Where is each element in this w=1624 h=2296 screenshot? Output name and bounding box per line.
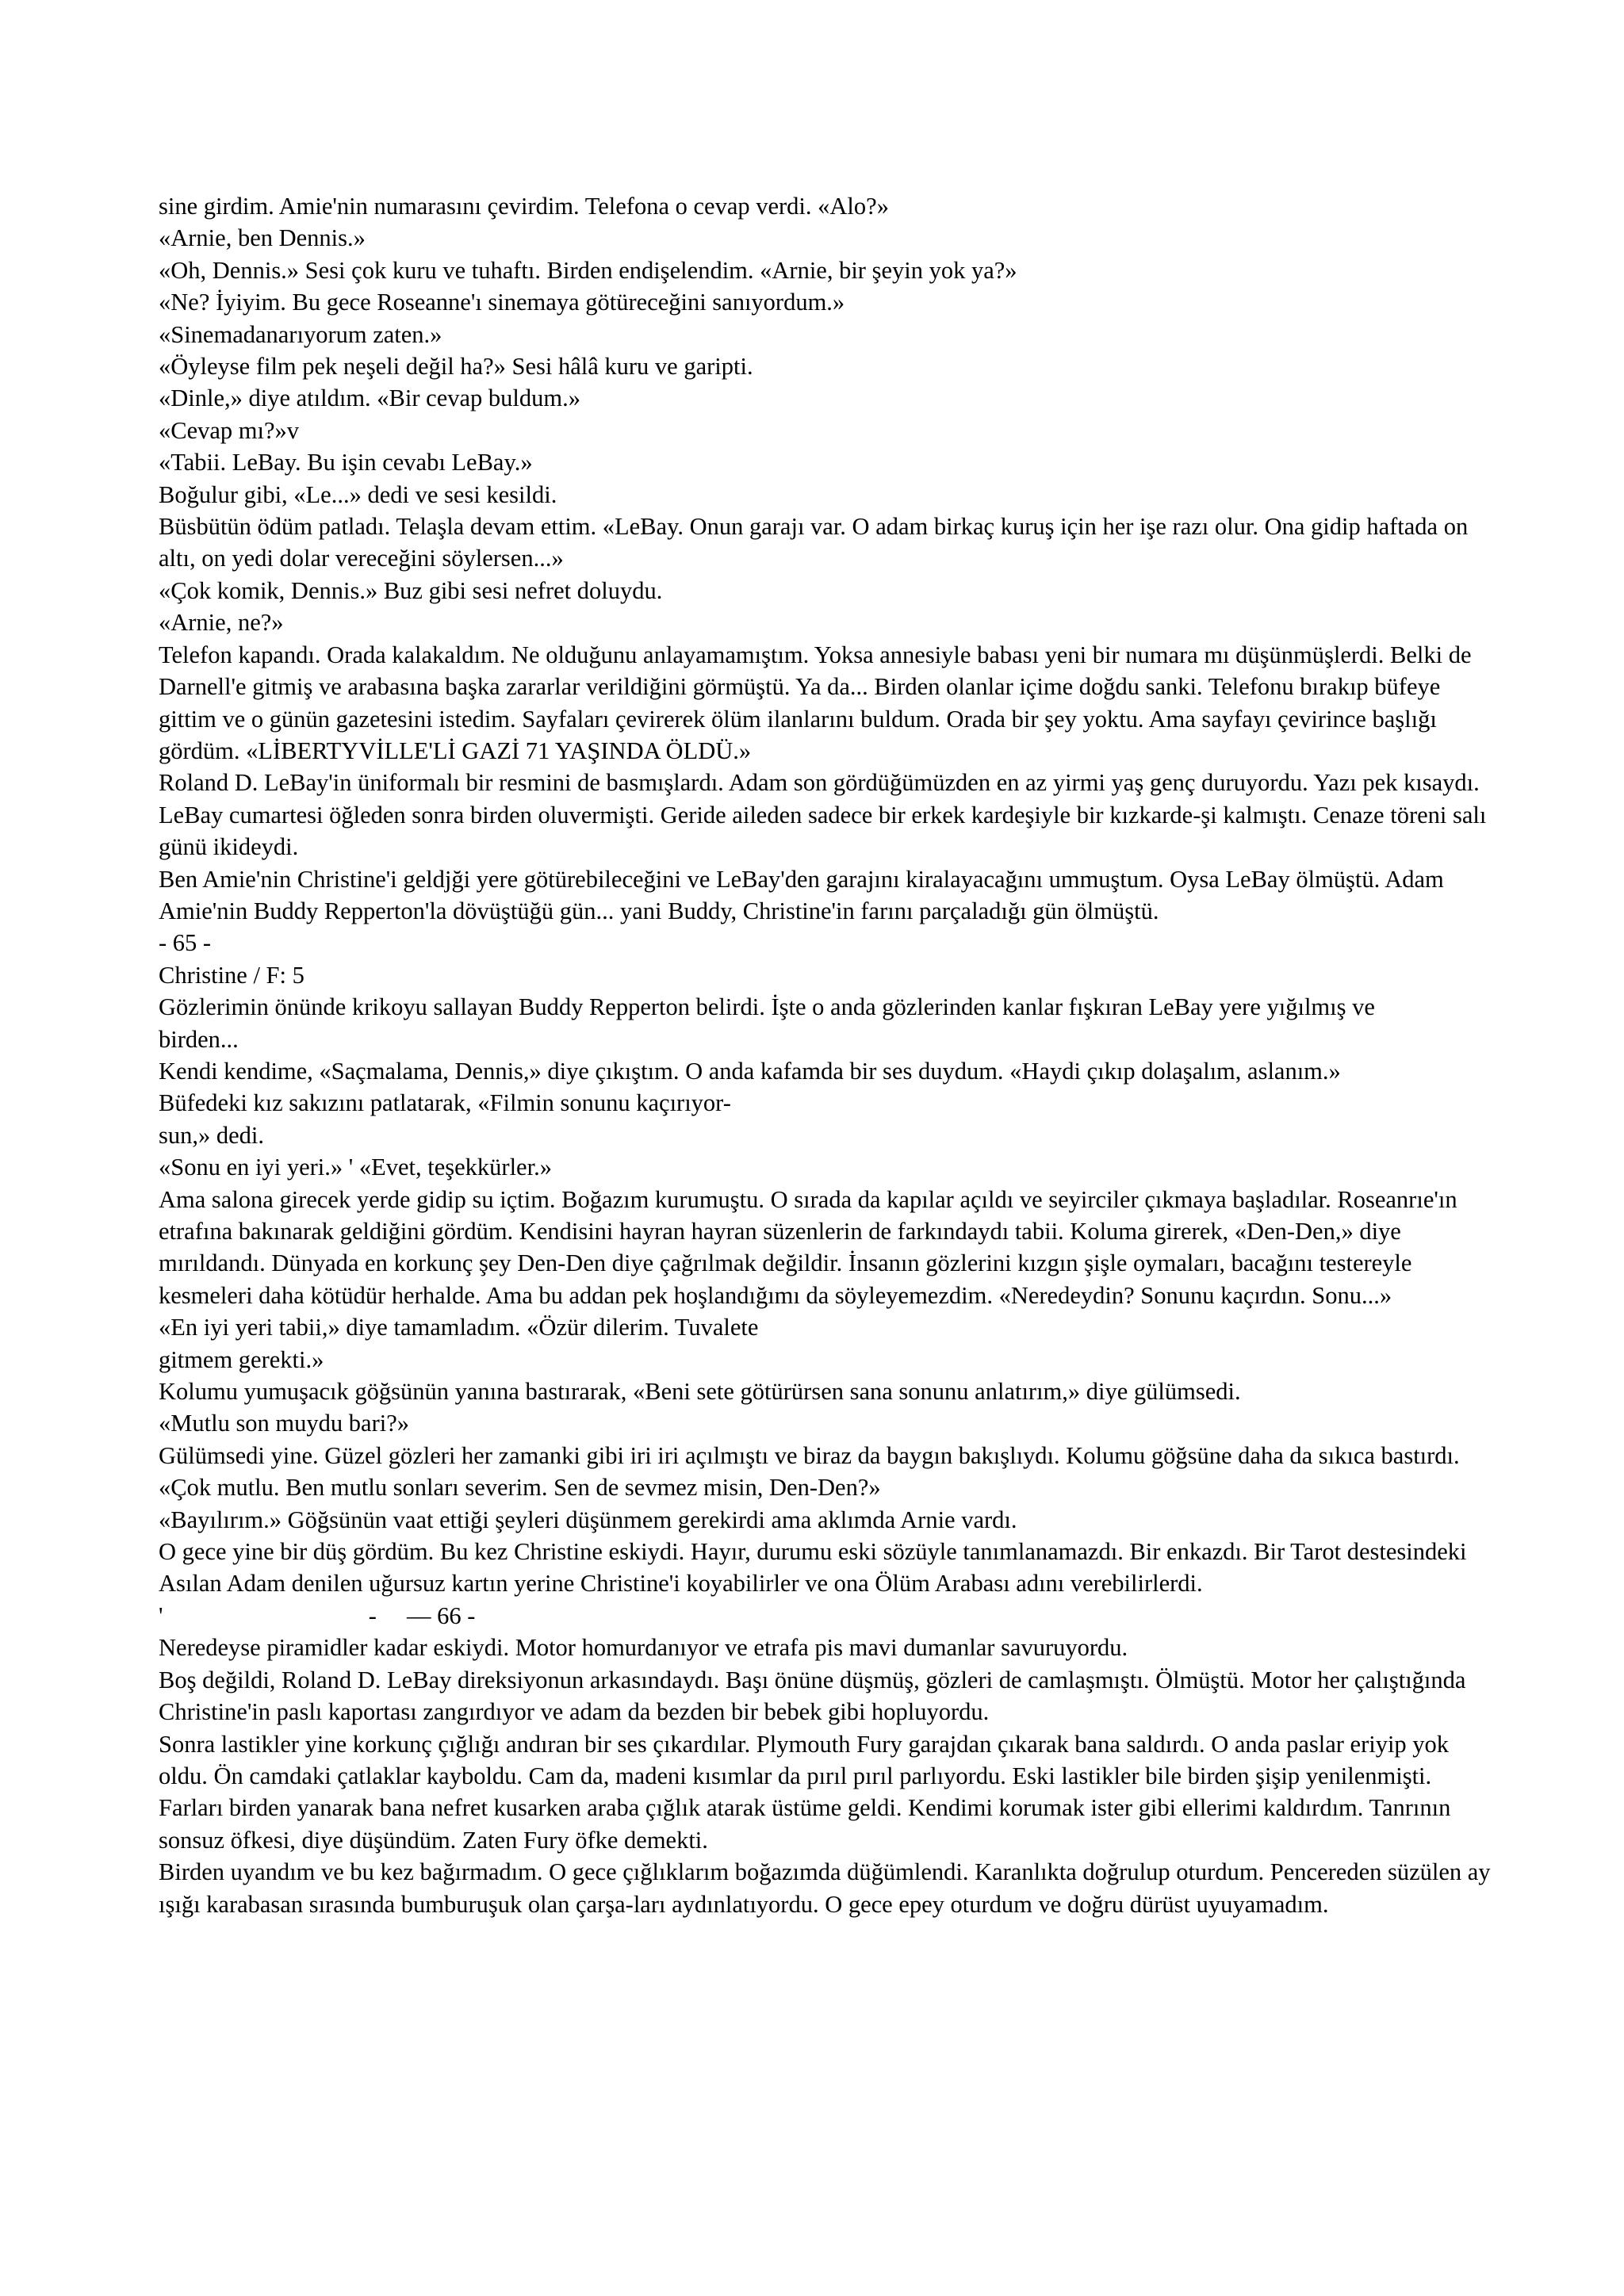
text-paragraph: Sonra lastikler yine korkunç çığlığı andıran bir ses çıkardılar. Plymouth Fury garajdan çıkarak bana saldırdı. O anda paslar eriyip yok oldu. Ön camdaki çatlaklar kayboldu. Cam da, madeni kısımlar da pırıl pırıl parlıyordu. Eski lastikler bile birden şişip yenilenmişti.: [159, 1730, 1455, 1789]
text-paragraph: Farları birden yanarak bana nefret kusarken araba çığlık atarak üstüme geldi. Kendimi korumak ister gibi ellerimi kaldırdım. Tanrının sonsuz öfkesi, diye düşündüm. Zaten Fury öfke demekti.: [159, 1794, 1457, 1854]
text-line: Büfedeki kız sakızını patlatarak, «Filmin sonunu kaçırıyor-: [159, 1089, 731, 1117]
text-paragraph: Telefon kapandı. Orada kalakaldım. Ne olduğunu anlayamamıştım. Yoksa annesiyle babası yeni bir numara mı düşünmüşlerdi. Belki de Darnell'e gitmiş ve arabasına başka zararlar verildiğini görmüştü. Ya da... Birden olanlar içime doğdu sanki. Telefonu bırakıp büfeye gittim ve o günün gazetesini istedim. Sayfaları çevirerek ölüm ilanlarını buldum. Orada bir şey yoktu. Ama sayfayı çevirince başlığı gördüm. «LİBERTYVİLLE'Lİ GAZİ 71 YAŞINDA ÖLDÜ.»: [159, 641, 1478, 764]
page-number: ' - — 66 -: [159, 1601, 476, 1629]
text-line: «Sonu en iyi yeri.» ' «Evet, teşekkürler.»: [159, 1154, 552, 1181]
text-paragraph: Birden uyandım ve bu kez bağırmadım. O gece çığlıklarım boğazımda düğümlendi. Karanlıkta doğrulup oturdum. Pencereden süzülen ay ışığı karabasan sırasında bumburuşuk olan çarşa-ları aydınlatıyordu. O gece epey oturdum ve doğru dürüst uyuyamadım.: [159, 1858, 1497, 1918]
text-line: «Bayılırım.» Göğsünün vaat ettiği şeyleri düşünmem gerekirdi ama aklımda Arnie vardı.: [159, 1506, 1017, 1533]
text-line: sun,» dedi.: [159, 1121, 265, 1149]
text-line: «Oh, Dennis.» Sesi çok kuru ve tuhaftı. Birden endişelendim. «Arnie, bir şeyin yok ya?»: [159, 256, 1017, 284]
text-line: «Mutlu son muydu bari?»: [159, 1410, 409, 1437]
text-line: birden...: [159, 1025, 239, 1053]
text-paragraph: Ben Amie'nin Christine'i geldjği yere götürebileceğini ve LeBay'den garajını kiralayacağını ummuştum. Oysa LeBay ölmüştü. Adam Amie'nin Buddy Repperton'la dövüştüğü gün... yani Buddy, Christine'in farını parçaladığı gün ölmüştü.: [159, 865, 1449, 924]
text-line: «Dinle,» diye atıldım. «Bir cevap buldum.»: [159, 385, 580, 412]
text-line: «Sinemadanarıyorum zaten.»: [159, 320, 442, 348]
text-paragraph: Gülümsedi yine. Güzel gözleri her zamanki gibi iri iri açılmıştı ve biraz da baygın bakışlıydı. Kolumu göğsüne daha da sıkıca bastırdı. «Çok mutlu. Ben mutlu sonları severim. Sen de sevmez misin, Den-Den?»: [159, 1441, 1466, 1502]
text-paragraph: Ama salona girecek yerde gidip su içtim. Boğazım kurumuştu. O sırada da kapılar açıldı ve seyirciler çıkmaya başladılar. Roseanrıe'ın etrafına bakınarak geldiğini gördüm. Kendisini hayran hayran süzenlerin de farkındaydı tabii. Koluma girerek, «Den-Den,» diye mırıldandı. Dünyada en korkunç şey Den-Den diye çağrılmak değildir. İnsanın gözlerini kızgın şişle oymaları, bacağını testereyle kesmeleri daha kötüdür herhalde. Ama bu addan pek hoşlandığımı da söyleyemezdim. «Neredeydin? Sonunu kaçırdın. Sonu...»: [159, 1185, 1464, 1309]
text-line: Neredeyse piramidler kadar eskiydi. Motor homurdanıyor ve etrafa pis mavi dumanlar savuruyordu.: [159, 1634, 1128, 1662]
page-number: - 65 -: [159, 929, 212, 957]
text-line: «Tabii. LeBay. Bu işin cevabı LeBay.»: [159, 449, 533, 476]
text-line: «Arnie, ben Dennis.»: [159, 224, 366, 252]
document-page: [159, 190, 1497, 1920]
text-paragraph: Gözlerimin önünde krikoyu sallayan Buddy Repperton belirdi. İşte o anda gözlerinden kanlar fışkıran LeBay yere yığılmış ve: [159, 993, 1375, 1021]
text-paragraph: Kendi kendime, «Saçmalama, Dennis,» diye çıkıştım. O anda kafamda bir ses duydum. «Haydi çıkıp dolaşalım, aslanım.»: [159, 1057, 1341, 1085]
text-line: «Ne? İyiyim. Bu gece Roseanne'ı sinemaya götüreceğini sanıyordum.»: [159, 289, 845, 316]
running-header: Christine / F: 5: [159, 961, 304, 989]
text-line: «Arnie, ne?»: [159, 609, 284, 637]
text-line: Boğulur gibi, «Le...» dedi ve sesi kesildi.: [159, 480, 557, 508]
text-paragraph: Roland D. LeBay'in üniformalı bir resmini de basmışlardı. Adam son gördüğümüzden en az yirmi yaş genç duruyordu. Yazı pek kısaydı. LeBay cumartesi öğleden sonra birden oluvermişti. Geride aileden sadece bir erkek kardeşiyle bir kızkarde-şi kalmıştı. Cenaze töreni salı günü ikideydi.: [159, 769, 1492, 861]
text-line: «Çok komik, Dennis.» Buz gibi sesi nefret doluydu.: [159, 576, 663, 604]
text-line: «Cevap mı?»v: [159, 416, 300, 444]
text-paragraph: Büsbütün ödüm patladı. Telaşla devam ettim. «LeBay. Onun garajı var. O adam birkaç kuruş için her işe razı olur. Ona gidip haftada on altı, on yedi dolar vereceğini söylersen...»: [159, 513, 1474, 572]
text-line: sine girdim. Amie'nin numarasını çevirdim. Telefona o cevap verdi. «Alo?»: [159, 193, 889, 220]
text-line: gitmem gerekti.»: [159, 1345, 324, 1373]
text-paragraph: Boş değildi, Roland D. LeBay direksiyonun arkasındaydı. Başı önüne düşmüş, gözleri de camlaşmıştı. Ölmüştü. Motor her çalıştığında Christine'in paslı kaportası zangırdıyor ve adam da bezden bir bebek gibi hopluyordu.: [159, 1666, 1473, 1726]
text-line: «En iyi yeri tabii,» diye tamamladım. «Özür dilerim. Tuvalete: [159, 1314, 759, 1341]
text-line: «Öyleyse film pek neşeli değil ha?» Sesi hâlâ kuru ve garipti.: [159, 353, 753, 381]
text-paragraph: Kolumu yumuşacık göğsünün yanına bastırarak, «Beni sete götürürsen sana sonunu anlatırım,» diye gülümsedi.: [159, 1378, 1241, 1406]
text-paragraph: O gece yine bir düş gördüm. Bu kez Christine eskiydi. Hayır, durumu eski sözüyle tanımlanamazdı. Bir enkazdı. Bir Tarot destesindeki Asılan Adam denilen uğursuz kartın yerine Christine'i koyabilirler ve ona Ölüm Arabası adını verebilirlerdi.: [159, 1538, 1472, 1598]
